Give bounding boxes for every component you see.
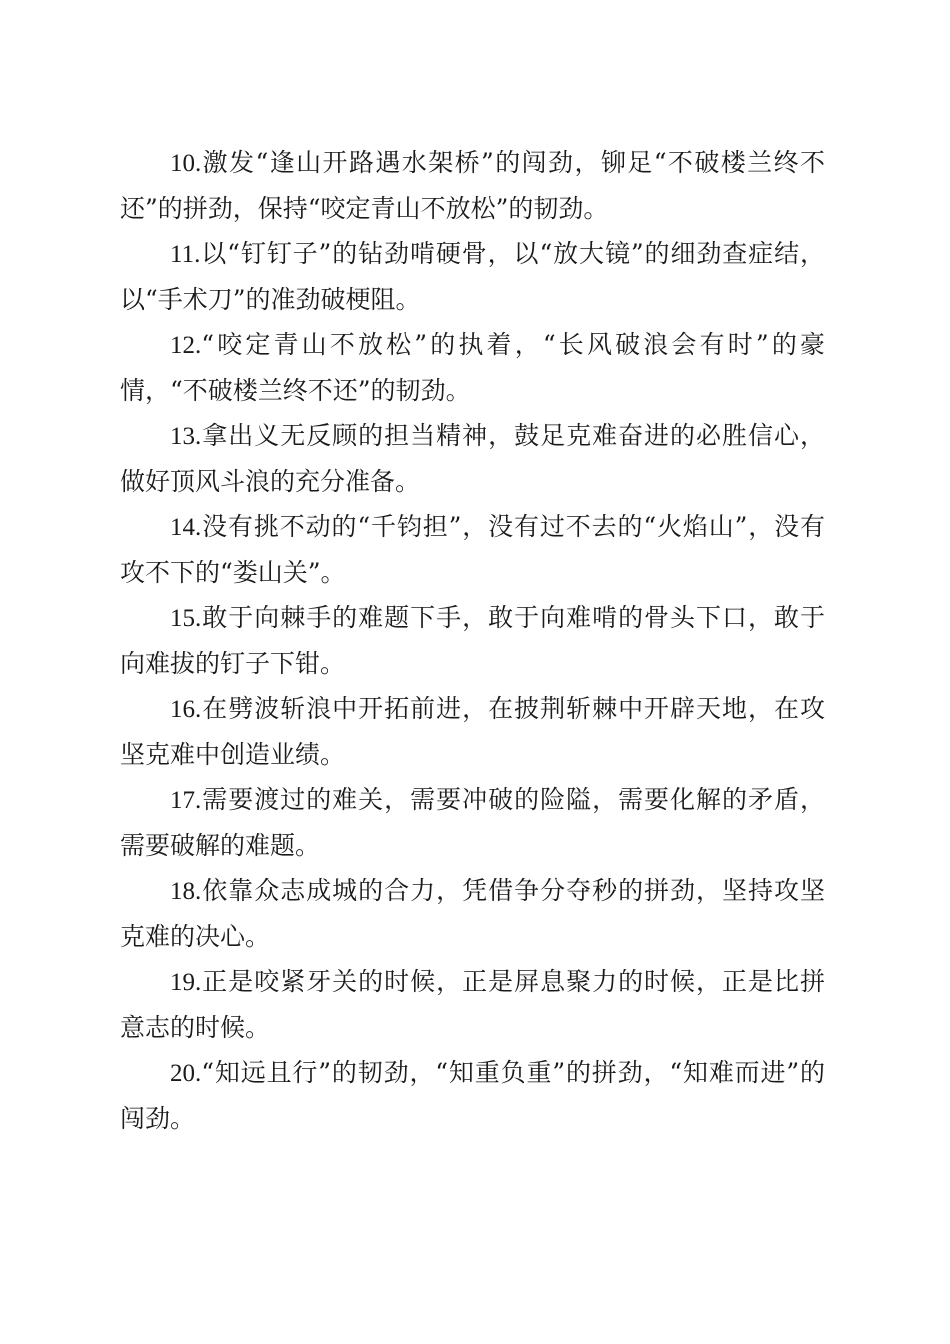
item-text: 激发“逢山开路遇水架桥”的闯劲，铆足“不破楼兰终不还”的拼劲，保持“咬定青山不放松”的韧劲。 [120, 148, 825, 223]
list-item [120, 504, 825, 595]
item-number: 13. [170, 423, 202, 450]
list-item [120, 322, 825, 413]
item-text: 依靠众志成城的合力，凭借争分夺秒的拼劲，坚持攻坚克难的决心。 [120, 876, 825, 951]
item-text: 需要渡过的难关，需要冲破的险隘，需要化解的矛盾，需要破解的难题。 [120, 785, 825, 860]
list-item [120, 140, 825, 231]
document-body [120, 140, 825, 1141]
item-number: 18. [170, 878, 202, 905]
list-item [120, 413, 825, 504]
item-number: 19. [170, 969, 202, 996]
list-item [120, 959, 825, 1050]
item-number: 11. [170, 241, 201, 268]
list-item [120, 686, 825, 777]
item-number: 15. [170, 605, 202, 632]
item-text: 正是咬紧牙关的时候，正是屏息聚力的时候，正是比拼意志的时候。 [120, 967, 825, 1042]
item-text: 在劈波斩浪中开拓前进，在披荆斩棘中开辟天地，在攻坚克难中创造业绩。 [120, 694, 825, 769]
item-number: 16. [170, 696, 202, 723]
item-number: 20. [170, 1060, 202, 1087]
item-text: 拿出义无反顾的担当精神，鼓足克难奋进的必胜信心，做好顶风斗浪的充分准备。 [120, 421, 825, 496]
item-number: 12. [170, 332, 202, 359]
item-number: 17. [170, 787, 202, 814]
list-item [120, 231, 825, 322]
list-item [120, 595, 825, 686]
item-text: 没有挑不动的“千钧担”，没有过不去的“火焰山”，没有攻不下的“娄山关”。 [120, 512, 826, 587]
item-number: 10. [170, 150, 202, 177]
item-text: “知远且行”的韧劲，“知重负重”的拼劲，“知难而进”的闯劲。 [120, 1058, 825, 1133]
list-item [120, 1050, 825, 1141]
item-text: 敢于向棘手的难题下手，敢于向难啃的骨头下口，敢于向难拔的钉子下钳。 [120, 603, 825, 678]
item-text: “咬定青山不放松”的执着，“长风破浪会有时”的豪情，“不破楼兰终不还”的韧劲。 [120, 330, 825, 405]
list-item [120, 868, 825, 959]
list-item [120, 777, 825, 868]
item-number: 14. [170, 514, 202, 541]
item-text: 以“钉钉子”的钻劲啃硬骨，以“放大镜”的细劲查症结，以“手术刀”的准劲破梗阻。 [120, 239, 825, 314]
